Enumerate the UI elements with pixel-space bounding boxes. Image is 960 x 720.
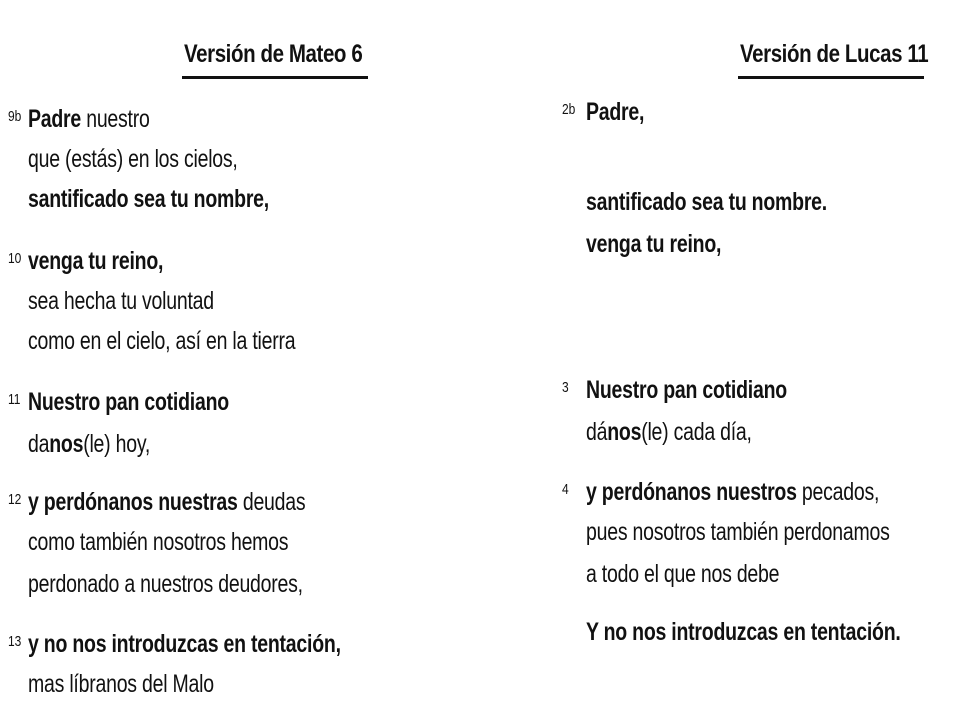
verse-line [28, 247, 163, 276]
regular-text: a todo el que nos debe [586, 560, 780, 588]
bold-text: santificado sea tu nombre, [28, 185, 269, 213]
verse-number: 10 [8, 250, 22, 267]
verse-line [28, 327, 295, 356]
verse-number: 11 [8, 391, 21, 408]
verse-line [28, 388, 229, 417]
mateo-title-underline [182, 76, 368, 79]
bold-text: y perdónanos nuestros [586, 478, 797, 506]
bold-text: y no nos introduzcas en tentación, [28, 630, 341, 658]
verse-line [28, 105, 150, 134]
verse-line [28, 430, 150, 459]
regular-text: pecados, [796, 478, 880, 506]
verse-number: 13 [8, 633, 22, 650]
lucas-title-underline [738, 76, 924, 79]
verse-line [586, 376, 787, 405]
verse-line [586, 618, 901, 647]
regular-text: nuestro [81, 105, 150, 133]
regular-text: sea hecha tu voluntad [28, 287, 214, 315]
mateo-title: Versión de Mateo 6 [184, 40, 363, 68]
bold-text: Y no nos introduzcas en tentación. [586, 618, 901, 646]
regular-text: como en el cielo, así en la tierra [28, 327, 296, 355]
lucas-title: Versión de Lucas 11 [740, 40, 929, 68]
verse-line [586, 478, 879, 507]
verse-line [28, 670, 214, 699]
verse-number: 9b [8, 108, 22, 125]
regular-text: (le) hoy, [83, 430, 151, 458]
bold-text: Nuestro pan cotidiano [28, 388, 229, 416]
verse-line [586, 518, 890, 547]
regular-text: da [28, 430, 50, 458]
verse-line [586, 418, 752, 447]
verse-line [28, 630, 341, 659]
regular-text: que (estás) en los cielos, [28, 145, 238, 173]
bold-text: y perdónanos nuestras [28, 488, 238, 516]
verse-line [28, 185, 269, 214]
verse-line [586, 230, 721, 259]
regular-text: (le) cada día, [641, 418, 752, 446]
verse-line [28, 570, 303, 599]
regular-text: perdonado a nuestros deudores, [28, 570, 303, 598]
regular-text: mas líbranos del Malo [28, 670, 214, 698]
verse-line [28, 145, 238, 174]
bold-text: nos [607, 418, 642, 446]
verse-number: 3 [562, 379, 569, 396]
bold-text: venga tu reino, [28, 247, 164, 275]
regular-text: pues nosotros también perdonamos [586, 518, 890, 546]
bold-text: Padre [28, 105, 82, 133]
regular-text: deudas [237, 488, 306, 516]
bold-text: Padre, [586, 98, 645, 126]
verse-line [586, 188, 827, 217]
regular-text: dá [586, 418, 608, 446]
bold-text: nos [49, 430, 84, 458]
bold-text: Nuestro pan cotidiano [586, 376, 787, 404]
verse-number: 12 [8, 491, 22, 508]
verse-line [28, 488, 305, 517]
bold-text: venga tu reino, [586, 230, 722, 258]
verse-number: 4 [562, 481, 569, 498]
verse-line [586, 98, 644, 127]
verse-line [28, 528, 288, 557]
verse-line [586, 560, 779, 589]
verse-number: 2b [562, 101, 576, 118]
regular-text: como también nosotros hemos [28, 528, 289, 556]
bold-text: santificado sea tu nombre. [586, 188, 827, 216]
verse-line [28, 287, 214, 316]
